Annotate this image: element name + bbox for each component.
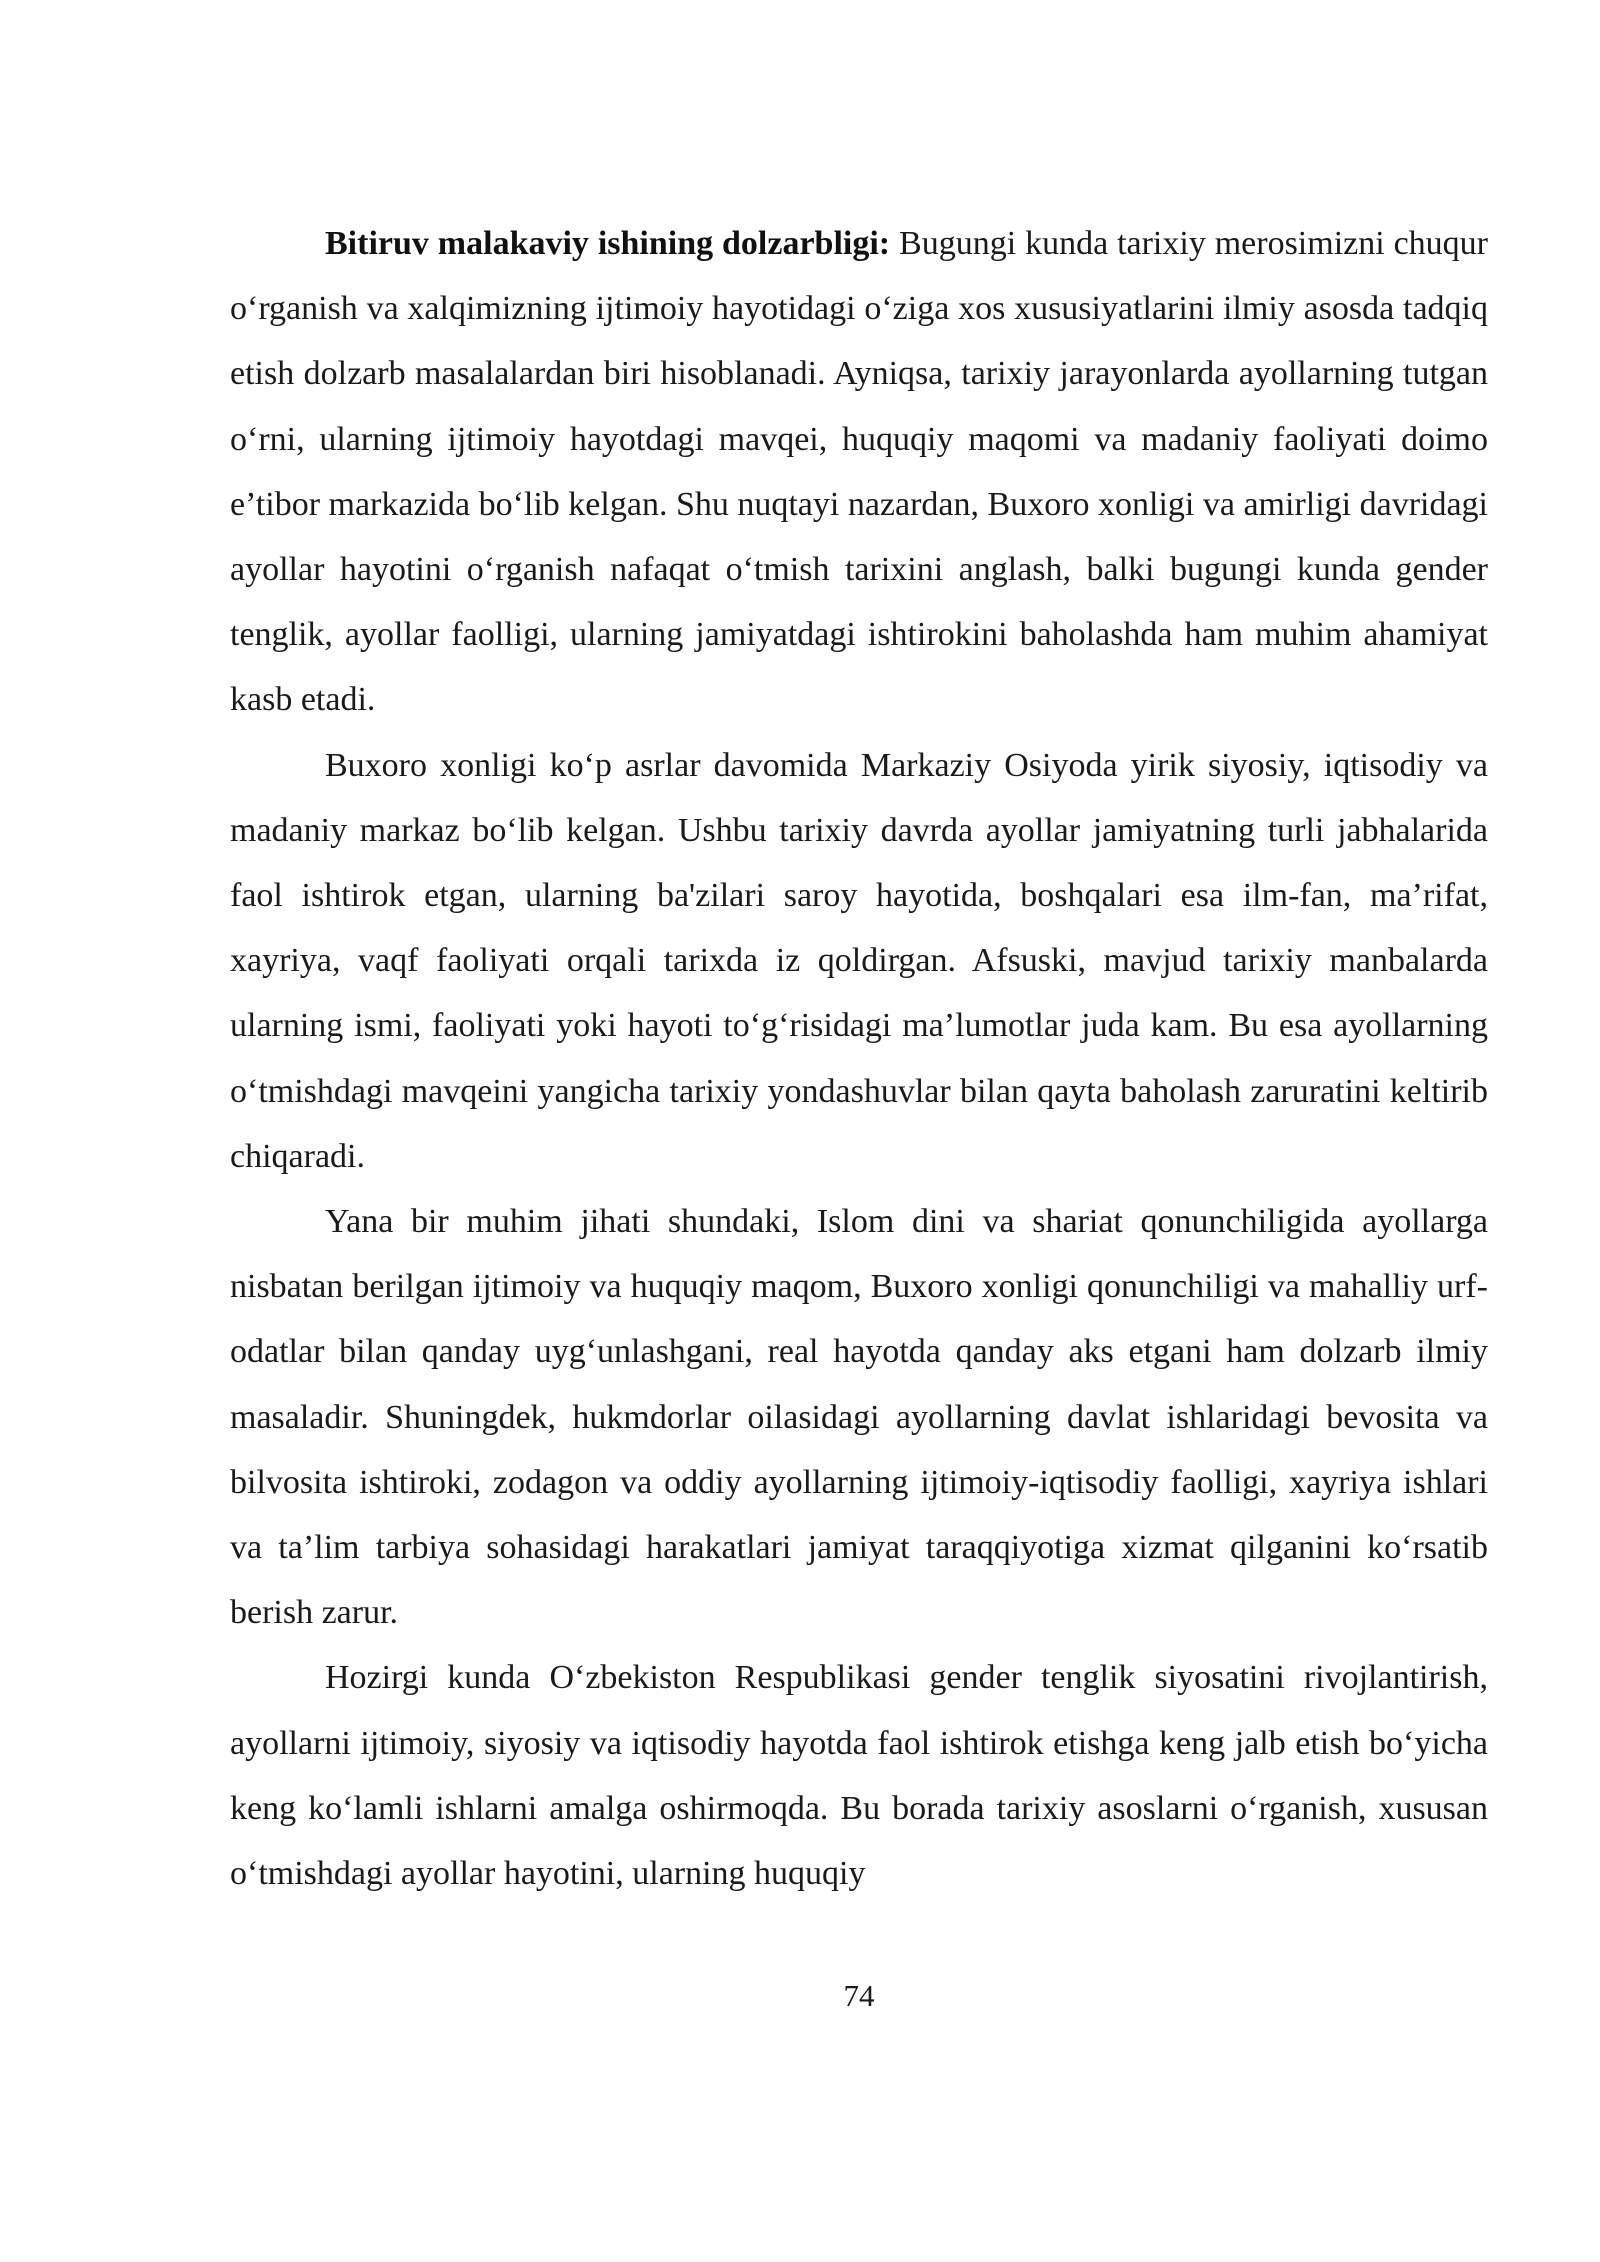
paragraph-islamic-law: Yana bir muhim jihati shundaki, Islom dini va shariat qonunchiligida ayollarga nisbatan berilgan ijtimoiy va huquqiy maqom, Buxoro xonligi qonunchiligi va mahalliy urf-odatlar bilan qanday uyg‘unlashgani, real hayotda qanday aks etgani ham dolzarb ilmiy masaladir. Shuningdek, hukmdorlar oilasidagi ayollarning davlat ishlaridagi bevosita va bilvosita ishtiroki, zodagon va oddiy ayollarning ijtimoiy-iqtisodiy faolligi, xayriya ishlari va ta’lim tarbiya sohasidagi harakatlari jamiyat taraqqiyotiga xizmat qilganini ko‘rsatib berish zarur. <box>230 1203 1488 1632</box>
paragraph-bukhara-khanate: Buxoro xonligi ko‘p asrlar davomida Markaziy Osiyoda yirik siyosiy, iqtisodiy va madaniy markaz bo‘lib kelgan. Ushbu tarixiy davrda ayollar jamiyatning turli jabhalarida faol ishtirok etgan, ularning ba'zilari saroy hayotida, boshqalari esa ilm-fan, ma’rifat, xayriya, vaqf faoliyati orqali tarixda iz qoldirgan. Afsuski, mavjud tarixiy manbalarda ularning ismi, faoliyati yoki hayoti to‘g‘risidagi ma’lumotlar juda kam. Bu esa ayollarning o‘tmishdagi mavqeini yangicha tarixiy yondashuvlar bilan qayta baholash zaruratini keltirib chiqaradi. <box>230 746 1488 1175</box>
paragraph-text: Bugungi kunda tarixiy merosimizni chuqur o‘rganish va xalqimizning ijtimoiy hayotidagi o‘ziga xos xususiyatlarini ilmiy asosda tadqiq etish dolzarb masalalardan biri hisoblanadi. Ayniqsa, tarixiy jarayonlarda ayollarning tutgan o‘rni, ularning ijtimoiy hayotdagi mavqei, huquqiy maqomi va madaniy faoliyati doimo e’tibor markazida bo‘lib kelgan. Shu nuqtayi nazardan, Buxoro xonligi va amirligi davridagi ayollar hayotini o‘rganish nafaqat o‘tmish tarixini anglash, balki bugungi kunda gender tenglik, ayollar faolligi, ularning jamiyatdagi ishtirokini baholashda ham muhim ahamiyat kasb etadi. <box>230 225 1488 719</box>
section-heading: Bitiruv malakaviy ishining dolzarbligi: <box>325 225 891 262</box>
body-text <box>230 211 1488 1906</box>
paragraph-gender-policy: Hozirgi kunda O‘zbekiston Respublikasi gender tenglik siyosatini rivojlantirish, ayollarni ijtimoiy, siyosiy va iqtisodiy hayotda faol ishtirok etishga keng jalb etish bo‘yicha keng ko‘lamli ishlarni amalga oshirmoqda. Bu borada tarixiy asoslarni o‘rganish, xususan o‘tmishdagi ayollar hayotini, ularning huquqiy <box>230 1659 1488 1893</box>
page-number: 74 <box>843 1978 875 2013</box>
paragraph-relevance <box>230 211 1488 733</box>
